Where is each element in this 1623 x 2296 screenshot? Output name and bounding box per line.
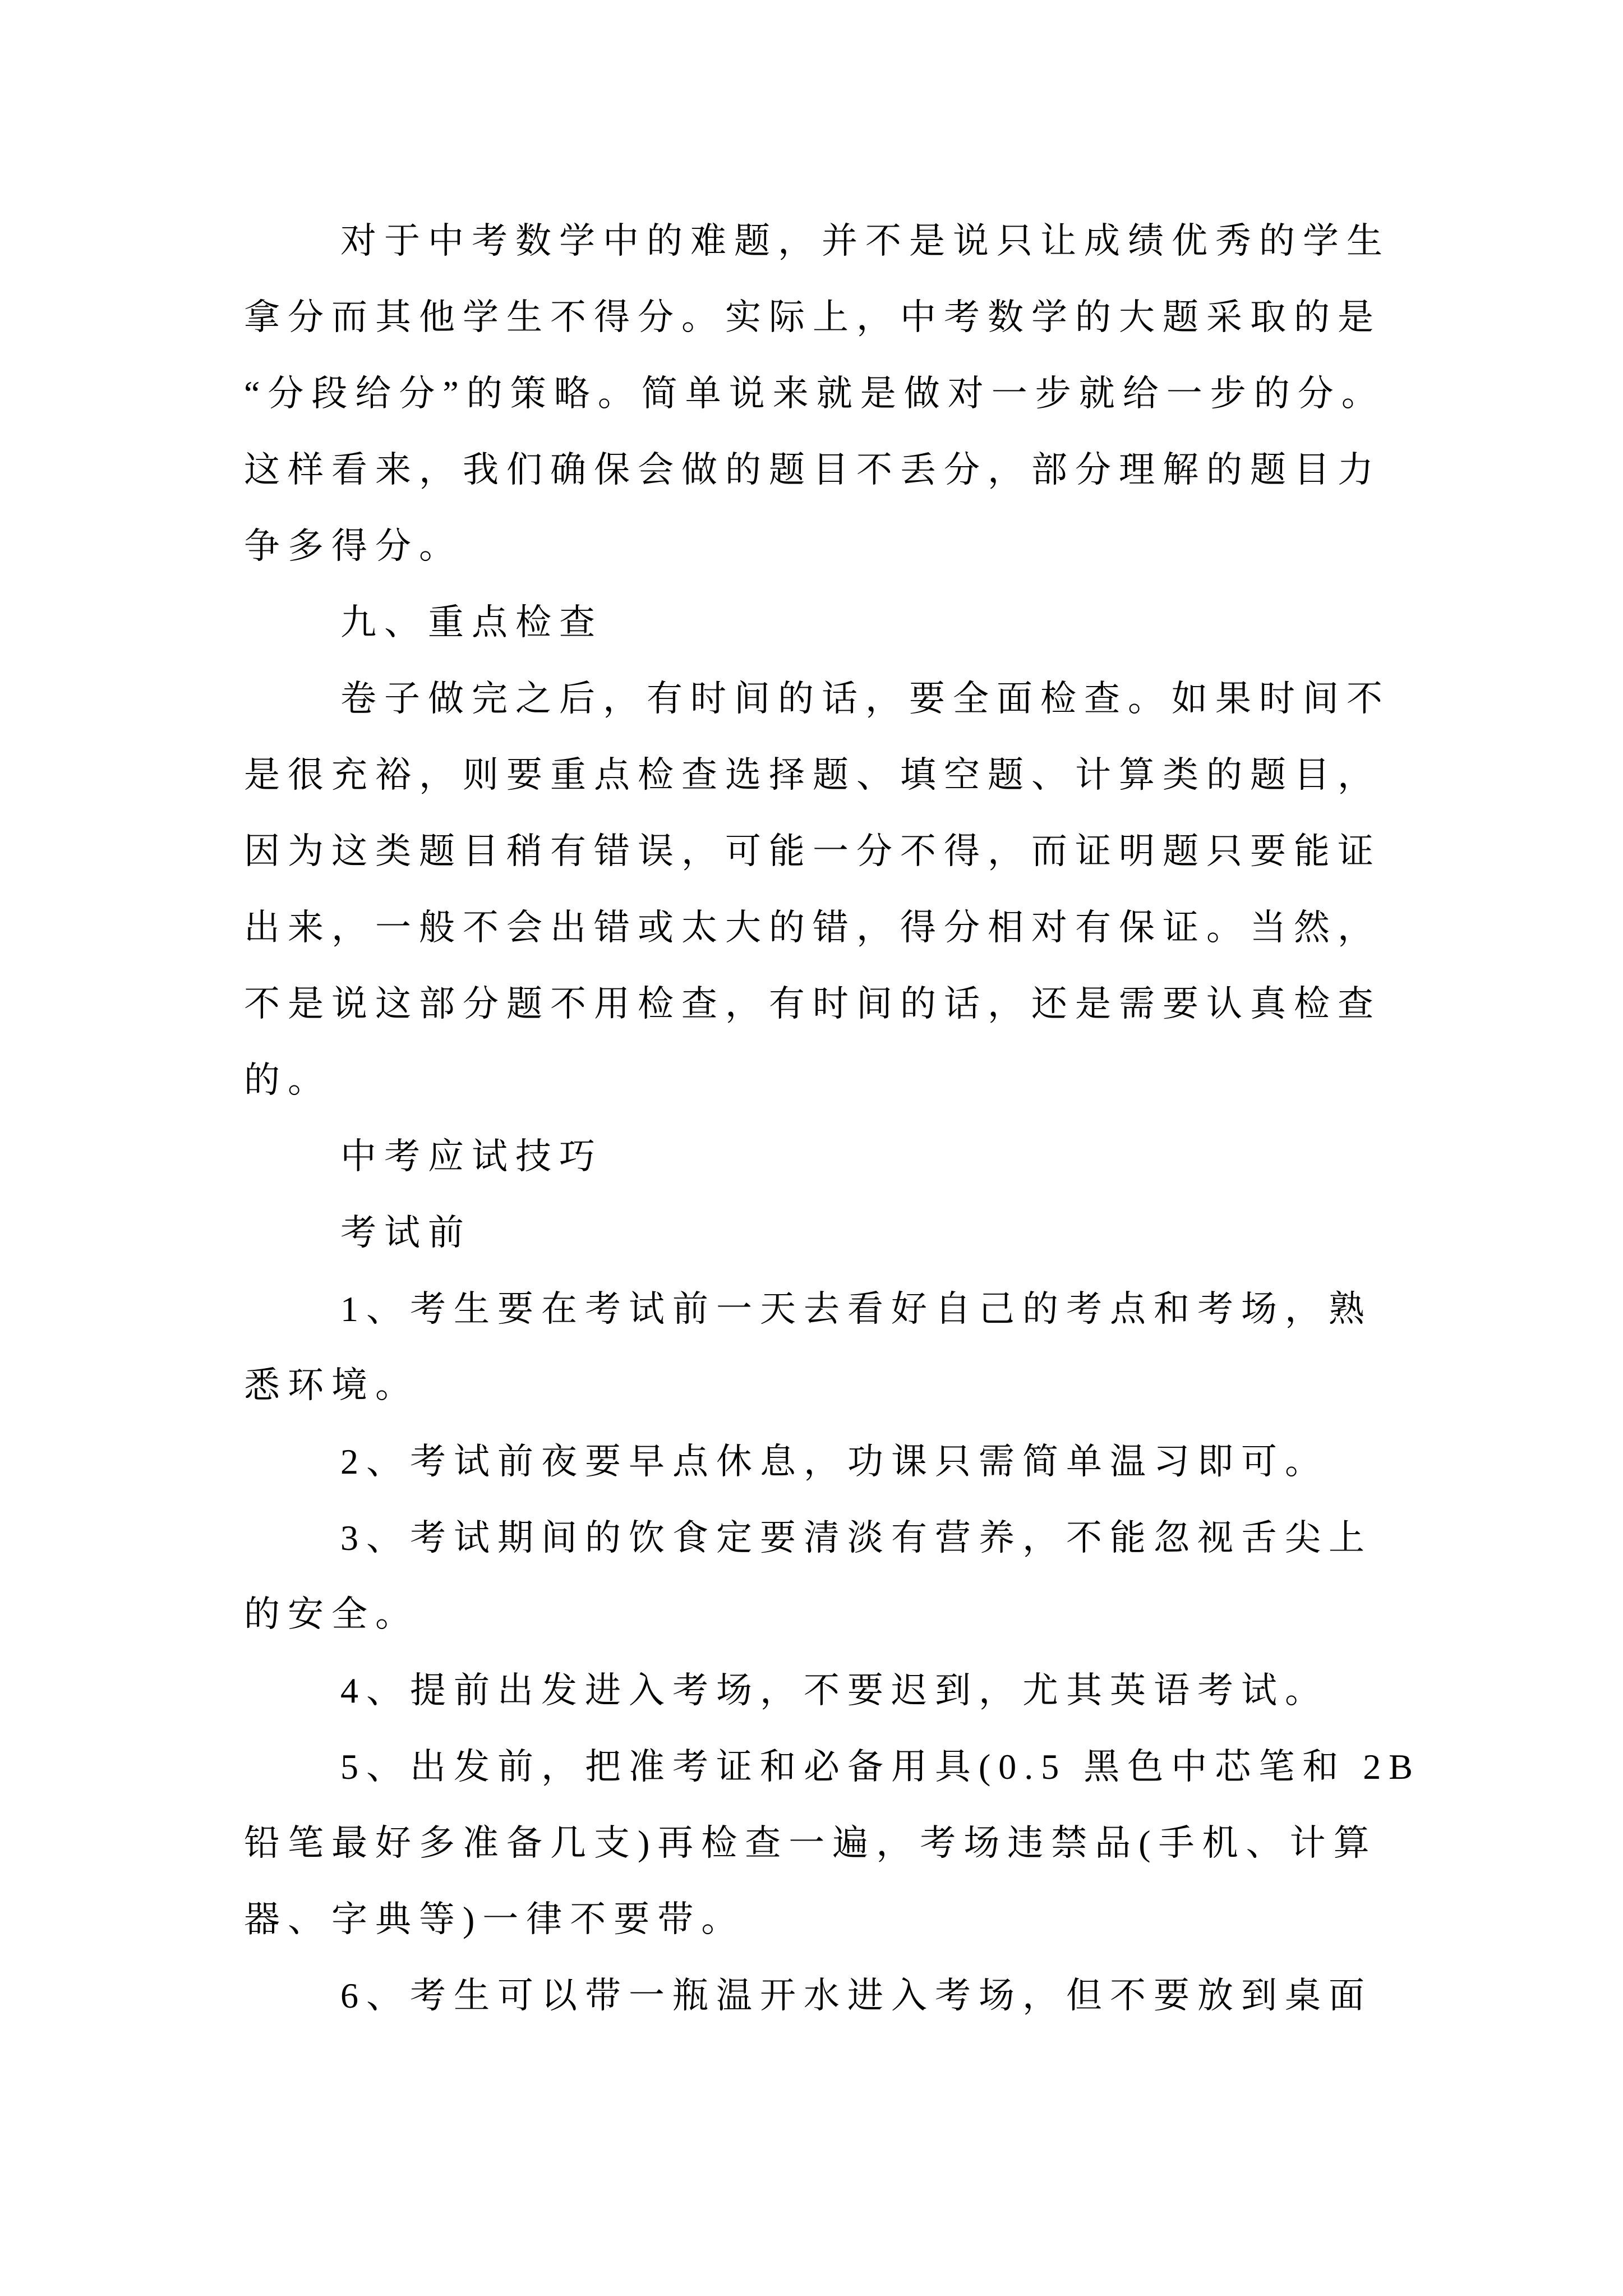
text-line: “分段给分”的策略。简单说来就是做对一步就给一步的分。 <box>244 374 1385 413</box>
text-line: 的安全。 <box>244 1594 419 1634</box>
text-line: 九、重点检查 <box>340 602 603 642</box>
text-line: 2、考试前夜要早点休息，功课只需简单温习即可。 <box>340 1442 1329 1481</box>
text-line: 拿分而其他学生不得分。实际上，中考数学的大题采取的是 <box>244 297 1381 337</box>
text-line: 6、考生可以带一瓶温开水进入考场，但不要放到桌面 <box>340 1976 1372 2016</box>
text-line: 4、提前出发进入考场，不要迟到，尤其英语考试。 <box>340 1671 1329 1710</box>
text-line: 对于中考数学中的难题，并不是说只让成绩优秀的学生 <box>340 221 1390 261</box>
text-line: 中考应试技巧 <box>340 1137 603 1176</box>
text-line: 是很充裕，则要重点检查选择题、填空题、计算类的题目， <box>244 755 1381 795</box>
text-line: 这样看来，我们确保会做的题目不丢分，部分理解的题目力 <box>244 450 1381 490</box>
text-line: 因为这类题目稍有错误，可能一分不得，而证明题只要能证 <box>244 831 1381 871</box>
text-line: 5、出发前，把准考证和必备用具(0.5 黑色中芯笔和 2B <box>340 1747 1421 1787</box>
text-line: 不是说这部分题不用检查，有时间的话，还是需要认真检查 <box>244 984 1381 1024</box>
text-line: 卷子做完之后，有时间的话，要全面检查。如果时间不 <box>340 679 1390 719</box>
text-line: 铅笔最好多准备几支)再检查一遍，考场违禁品(手机、计算 <box>244 1823 1377 1863</box>
document-text <box>244 203 1421 2034</box>
text-line: 悉环境。 <box>244 1365 419 1405</box>
text-line: 器、字典等)一律不要带。 <box>244 1899 745 1939</box>
text-line: 出来，一般不会出错或太大的错，得分相对有保证。当然， <box>244 908 1381 947</box>
text-line: 3、考试期间的饮食定要清淡有营养，不能忽视舌尖上 <box>340 1518 1372 1558</box>
text-line: 1、考生要在考试前一天去看好自己的考点和考场，熟 <box>340 1289 1372 1329</box>
text-line: 的。 <box>244 1060 331 1100</box>
text-line: 争多得分。 <box>244 526 463 566</box>
text-line: 考试前 <box>340 1213 472 1253</box>
